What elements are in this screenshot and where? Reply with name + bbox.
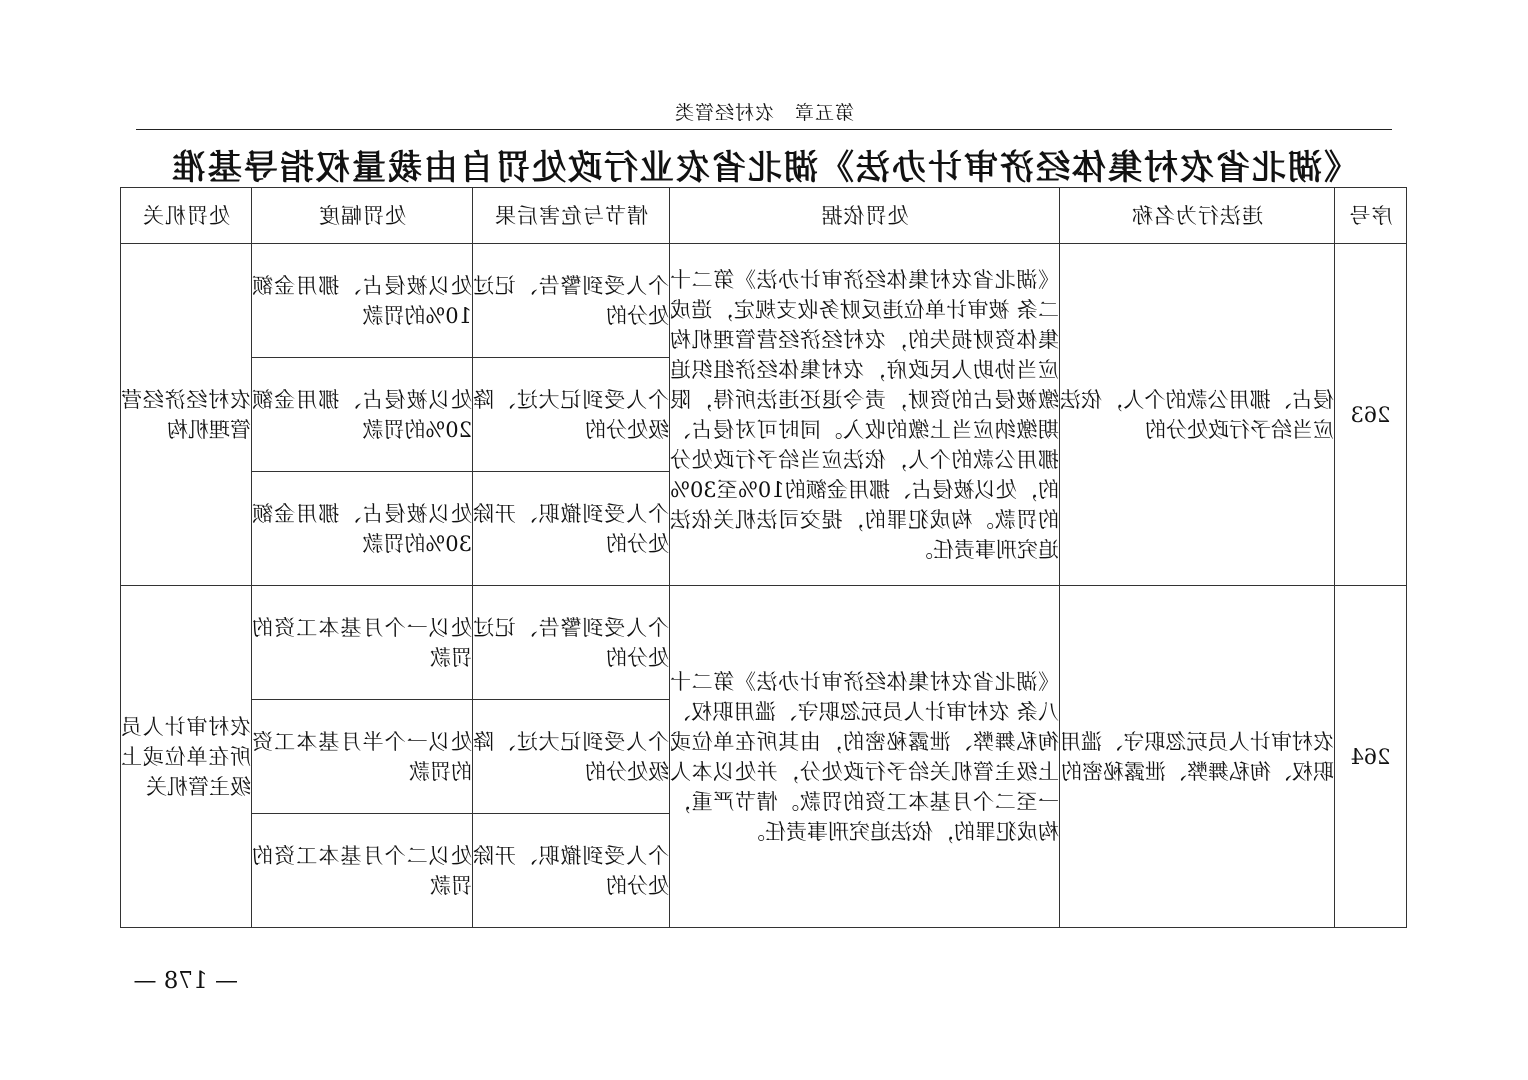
page-title: 《湖北省农村集体经济审计办法》湖北省农业行政处罚自由裁量权指导基准 [170,148,1358,188]
circumstance-cell: 个人受到记大过、降级处分的 [473,700,670,814]
seq-cell: 263 [1335,244,1407,586]
penalty-cell: 处以被侵占、挪用金额20%的罚款 [252,358,473,472]
penalty-cell: 处以一个半月基本工资的罚款 [252,700,473,814]
table-row [121,586,1407,700]
penalty-cell: 处以一个月基本工资的罚款 [252,586,473,700]
col-header-authority: 处罚机关 [121,188,252,244]
penalty-cell: 处以二个月基本工资的罚款 [252,814,473,928]
seq-cell: 264 [1335,586,1407,928]
basis-cell: 《湖北省农村集体经济审计办法》第二十八条 农村审计人员玩忽职守、滥用职权、徇私舞弊、泄露秘密的，由其所在单位或上级主管机关给予行政处分，并处以本人一至二个月基本工资的罚款。情节严重，构成犯罪的，依法追究刑事责任。 [670,586,1060,928]
table-header-row [121,188,1407,244]
col-header-penalty: 处罚幅度 [252,188,473,244]
chapter-header: 第五章 农村经管类 [674,102,855,124]
authority-cell: 农村审计人员所在单位或上级主管机关 [121,586,252,928]
col-header-violation: 违法行为名称 [1060,188,1335,244]
page-number: — 178 — [133,968,238,994]
penalty-cell: 处以被侵占、挪用金额10%的罚款 [252,244,473,358]
col-header-basis: 处罚依据 [670,188,1060,244]
penalty-cell: 处以被侵占、挪用金额30%的罚款 [252,472,473,586]
authority-cell: 农村经济经营管理机构 [121,244,252,586]
col-header-seq: 序号 [1335,188,1407,244]
circumstance-cell: 个人受到撤职、开除处分的 [473,472,670,586]
basis-cell: 《湖北省农村集体经济审计办法》第二十二条 被审计单位违反财务收支规定，造成集体资财损失的，农村经济经营管理机构应当协助人民政府，农村集体经济组织追缴被侵占的资财，责令退还违法所得，限期缴纳应当上缴的收入。同时可对侵占、挪用公款的个人，依法应当给予行政处分的，处以被侵占、挪用金额的10%至30%的罚款。构成犯罪的，提交司法机关依法追究刑事责任。 [670,244,1060,586]
header-rule [136,129,1392,130]
circumstance-cell: 个人受到记大过、降级处分的 [473,358,670,472]
violation-cell: 侵占、挪用公款的个人，依法应当给予行政处分的 [1060,244,1335,586]
violation-cell: 农村审计人员玩忽职守、滥用职权、徇私舞弊、泄露秘密的 [1060,586,1335,928]
table-row [121,244,1407,358]
penalty-table [120,187,1407,928]
circumstance-cell: 个人受到撤职、开除处分的 [473,814,670,928]
circumstance-cell: 个人受到警告、记过处分的 [473,244,670,358]
col-header-circumstance: 情节与危害后果 [473,188,670,244]
circumstance-cell: 个人受到警告、记过处分的 [473,586,670,700]
